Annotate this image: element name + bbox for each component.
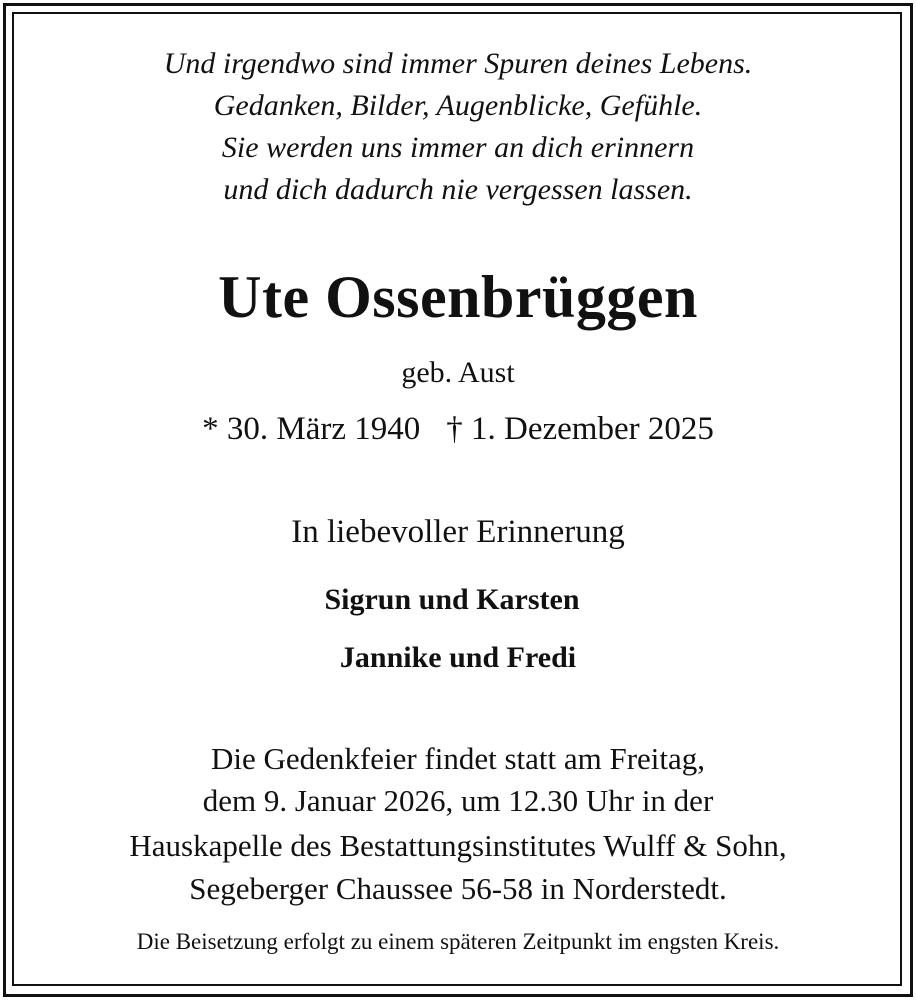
ceremony-line: dem 9. Januar 2026, um 12.30 Uhr in der [202,783,714,818]
mourner-name: Jannike und Fredi [339,641,577,674]
remembrance-text: In liebevoller Erinnerung [291,514,625,550]
deceased-name: Ute Ossenbrüggen [218,264,698,330]
maiden-name: geb. Aust [401,356,515,389]
life-dates [0,407,916,451]
poem-line: Und irgendwo sind immer Spuren deines Lebens. [163,47,753,80]
ceremony-line: Segeberger Chaussee 56-58 in Norderstedt. [189,871,727,906]
ceremony-line: Hauskapelle des Bestattungsinstitutes Wulff & Sohn, [129,828,787,863]
poem-line: Gedanken, Bilder, Augenblicke, Gefühle. [213,89,703,122]
mourner-name: Sigrun und Karsten [324,583,580,616]
ceremony-line: Die Gedenkfeier findet statt am Freitag, [210,741,706,776]
burial-note: Die Beisetzung erfolgt zu einem späteren Zeitpunkt im engsten Kreis. [136,929,780,954]
death-date: † 1. Dezember 2025 [446,411,714,447]
poem-line: und dich dadurch nie vergessen lassen. [223,173,693,206]
birth-date: * 30. März 1940 [202,411,421,447]
poem-line: Sie werden uns immer an dich erinnern [221,131,695,164]
